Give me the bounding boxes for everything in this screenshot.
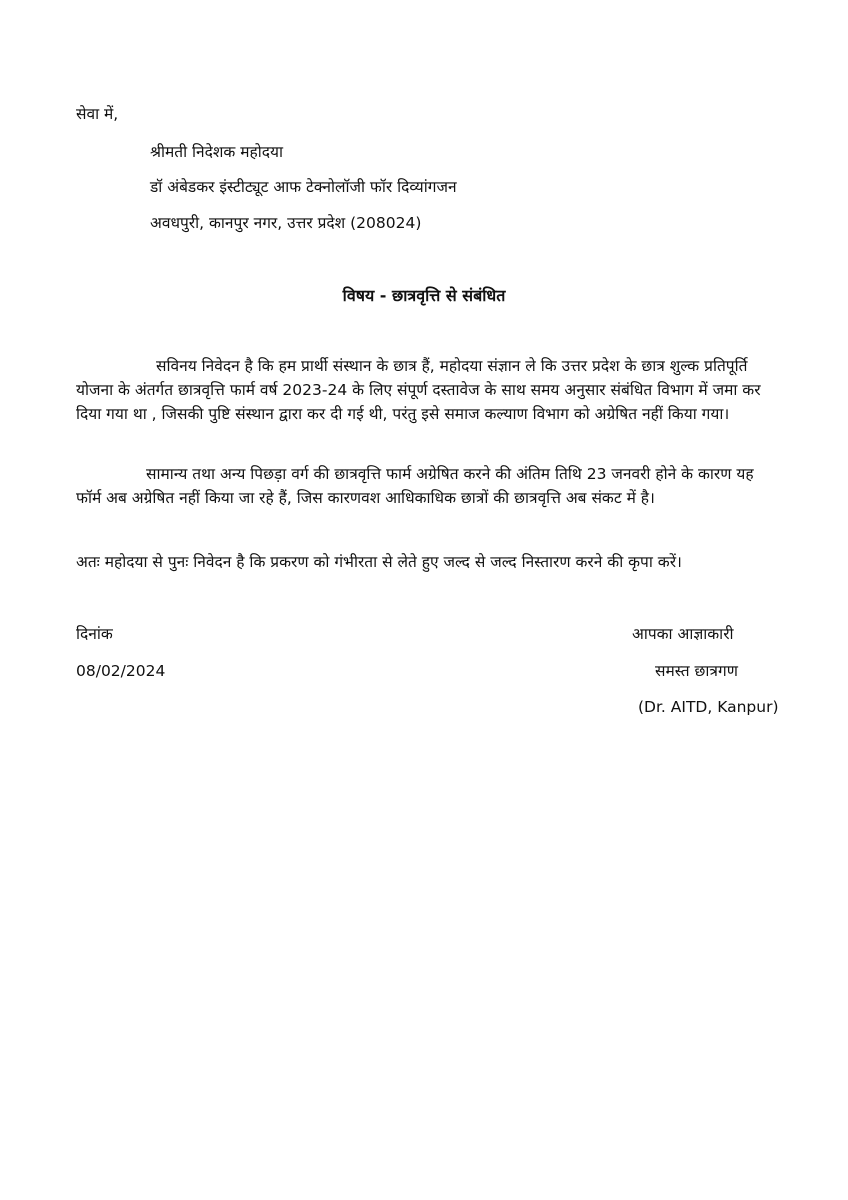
- body-paragraph-2: सामान्य तथा अन्य पिछड़ा वर्ग की छात्रवृत्ति फार्म अग्रेषित करने की अंतिम तिथि 23 जनवरी होने के कारण यह फॉर्म अब अग्रेषित नहीं किया जा रहे हैं, जिस कारणवश आधिकाधिक छात्रों की छात्रवृत्ति अब संकट में है।: [76, 465, 754, 507]
- signatory-name: समस्त छात्रगण: [655, 662, 738, 680]
- date-value: 08/02/2024: [76, 662, 166, 680]
- institution-name: (Dr. AITD, Kanpur): [638, 698, 779, 716]
- closing-text: आपका आज्ञाकारी: [632, 625, 734, 643]
- salutation: सेवा में,: [76, 105, 119, 123]
- recipient-line-3: अवधपुरी, कानपुर नगर, उत्तर प्रदेश (208024): [150, 214, 422, 232]
- subject-line: विषय - छात्रवृत्ति से संबंधित: [342, 286, 506, 305]
- body-paragraph-1: सविनय निवेदन है कि हम प्रार्थी संस्थान के छात्र हैं, महोदया संज्ञान ले कि उत्तर प्रदेश के छात्र शुल्क प्रतिपूर्ति योजना के अंतर्गत छात्रवृत्ति फार्म वर्ष 2023-24 के लिए संपूर्ण दस्तावेज के साथ समय अनुसार संबंधित विभाग में जमा कर दिया गया था , जिसकी पुष्टि संस्थान द्वारा कर दी गई थी, परंतु इसे समाज कल्याण विभाग को अग्रेषित नहीं किया गया।: [76, 357, 761, 423]
- recipient-line-2: डॉ अंबेडकर इंस्टीट्यूट आफ टेक्नोलॉजी फॉर दिव्यांगजन: [150, 178, 457, 196]
- recipient-line-1: श्रीमती निदेशक महोदया: [150, 143, 284, 161]
- body-paragraph-3: अतः महोदया से पुनः निवेदन है कि प्रकरण को गंभीरता से लेते हुए जल्द से जल्द निस्तारण करने की कृपा करें।: [76, 553, 682, 571]
- date-label: दिनांक: [76, 625, 113, 643]
